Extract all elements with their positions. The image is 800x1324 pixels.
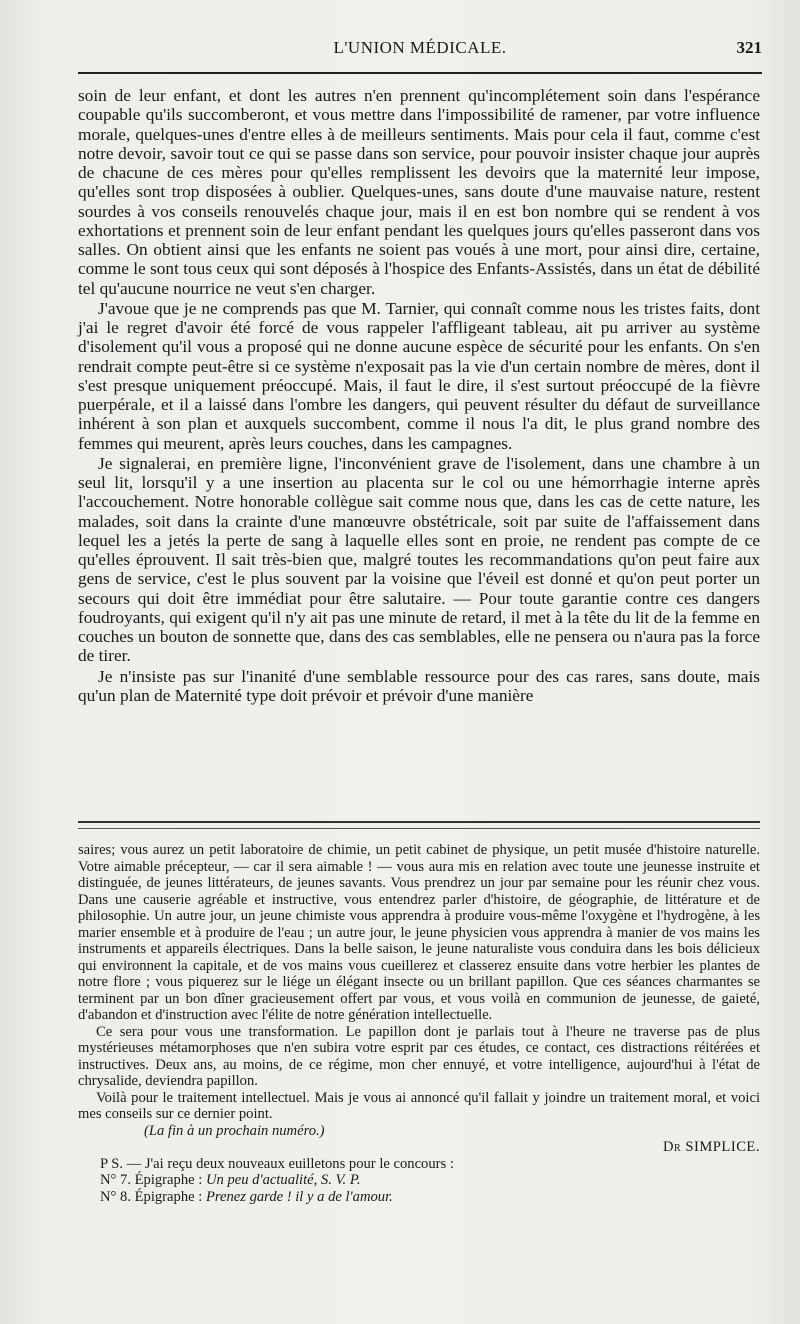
- author-signature: Dr SIMPLICE.: [663, 1139, 760, 1155]
- postscript: P S. — J'ai reçu deux nouveaux euilletons pour le concours :: [100, 1155, 454, 1172]
- feuilleton-paragraph: Ce sera pour vous une transformation. Le papillon dont je parlais tout à l'heure ne traverse pas de plus mystérieuses métamorphoses que n'en subira votre esprit par ces études, ce contact, ces distractions réitérées et instructives. Deux ans, au moins, de ce régime, mon cher ennuyé, et votre intelligence, aujourd'hui à l'état de chrysalide, deviendra papillon.: [78, 1023, 760, 1089]
- entry-label: N° 8. Épigraphe :: [100, 1188, 203, 1205]
- article-paragraph: soin de leur enfant, et dont les autres n'en prennent qu'incomplétement soin dans l'espérance coupable qu'ils succomberont, et vous mettre dans l'impossibilité de ramener, par votre influence morale, quelques-unes d'entre elles à de meilleurs sentiments. Mais pour cela il faut, comme c'est notre devoir, savoir tout ce qui se passe dans son service, pour pouvoir insister chaque jour auprès de chacune de ces mères pour qu'elles remplissent les devoirs que la maternité leur impose, qu'elles sont trop disposées à oublier. Quelques-unes, sans doute d'une mauvaise nature, restent sourdes à vos conseils renouvelés chaque jour, mais il en est bon nombre qui se rendent à vos exhortations et prennent soin de leur enfant pendant les quelques jours qu'elles passeront dans vos salles. On obtient ainsi que les enfants ne soient pas voués à une mort, pour ainsi dire, certaine, comme le sont tous ceux qui sont déposés à l'hospice des Enfants-Assistés, dans un état de débilité tel qu'aucune nourrice ne veut s'en charger.: [78, 86, 760, 298]
- page-number: 321: [736, 38, 762, 57]
- feuilleton-separator: [78, 821, 760, 829]
- feuilleton-paragraph: saires; vous aurez un petit laboratoire de chimie, un petit cabinet de physique, un petit musée d'histoire naturelle. Votre aimable précepteur, — car il sera aimable ! — vous aura mis en relation avec toute une jeunesse instruite et distinguée, de jeunes littérateurs, de jeunes savants. Vous prendrez un jour par semaine pour les réunir chez vous. Dans une causerie agréable et instructive, vous entendrez parler d'histoire, de géographie, de littérature et de philosophie. Un autre jour, un jeune chimiste vous apprendra à produire vous-même l'oxygène et l'hydrogène, à les marier ensemble et à produire de l'eau ; un autre jour, le jeune physicien vous apprendra à manier de vos mains les instruments et appareils électriques. Dans la belle saison, le jeune naturaliste vous conduira dans les bois délicieux qui environnent la capitale, et de vos mains vous cueillerez et classerez ensuite dans votre herbier les plantes de notre flore ; vous piquerez sur le liége un élégant insecte ou un brillant papillon. Que ces séances charmantes se terminent par un bon dîner gracieusement offert par vous, et vous voilà en communion de jeunesse, de gaieté, d'abandon et d'instruction avec l'élite de notre génération intellectuelle.: [78, 842, 760, 1023]
- running-head: [78, 38, 762, 66]
- article-paragraph: J'avoue que je ne comprends pas que M. Tarnier, qui connaît comme nous les tristes faits, dont j'ai le regret d'avoir été forcé de vous rappeler l'affligeant tableau, ait pu arriver au système d'isolement qu'il vous a proposé qui ne donne aucune espèce de sécurité pour les enfants. On s'en rendrait compte peut-être si ce système n'exposait pas la vie d'un certain nombre de mères, dont il s'est presque uniquement préoccupé. Mais, il faut le dire, il s'est surtout préoccupé de la fièvre puerpérale, et il a laissé dans l'ombre les dangers, qui peuvent résulter du défaut de surveillance inhérent à son plan et auxquels succombent, comme il nous l'a dit, le plus grand nombre des femmes qui meurent, après leurs couches, dans les campagnes.: [78, 298, 760, 453]
- article-paragraph: Je n'insiste pas sur l'inanité d'une semblable ressource pour des cas rares, sans doute, mais qu'un plan de Maternité type doit prévoir et prévoir d'une manière: [78, 666, 760, 705]
- entry-epigraph: Un peu d'actualité, S. V. P.: [205, 1172, 361, 1188]
- main-article: [78, 86, 760, 706]
- feuilleton: [78, 842, 760, 1205]
- header-rule: [78, 72, 762, 74]
- contest-entry: [78, 1189, 760, 1206]
- entry-label: N° 7. Épigraphe :: [100, 1172, 203, 1188]
- contest-entry: [78, 1172, 760, 1189]
- entry-epigraph: Prenez garde ! il y a de l'amour.: [205, 1188, 393, 1205]
- journal-title: L'UNION MÉDICALE.: [333, 38, 507, 57]
- to-be-continued-note: (La fin à un prochain numéro.): [144, 1122, 325, 1139]
- article-paragraph: Je signalerai, en première ligne, l'inconvénient grave de l'isolement, dans une chambre à un seul lit, lorsqu'il y a une insertion au placenta sur le col ou une hémorrhagie interne après l'accouchement. Notre honorable collègue sait comme nous que, dans les cas de cette nature, les malades, soit dans la crainte d'une manœuvre obstétricale, soit par suite de l'affaissement dans lequel les a jetés la perte de sang à laquelle elles sont en proie, ne rendent pas compte de ce qu'elles éprouvent. Il sait très-bien que, malgré toutes les recommandations qu'on peut faire aux gens de service, c'est le plus souvent par la voisine que l'éveil est donné et qu'on peut porter un secours qui doit être immédiat pour être salutaire. — Pour toute garantie contre ces dangers foudroyants, qui exigent qu'il n'y ait pas une minute de retard, il met à la tête du lit de la femme en couches un bouton de sonnette que, dans des cas semblables, elle ne pensera ou n'aura pas la force de tirer.: [78, 453, 760, 666]
- feuilleton-paragraph: Voilà pour le traitement intellectuel. Mais je vous ai annoncé qu'il fallait y joindre un traitement moral, et voici mes conseils sur ce dernier point.: [78, 1089, 760, 1122]
